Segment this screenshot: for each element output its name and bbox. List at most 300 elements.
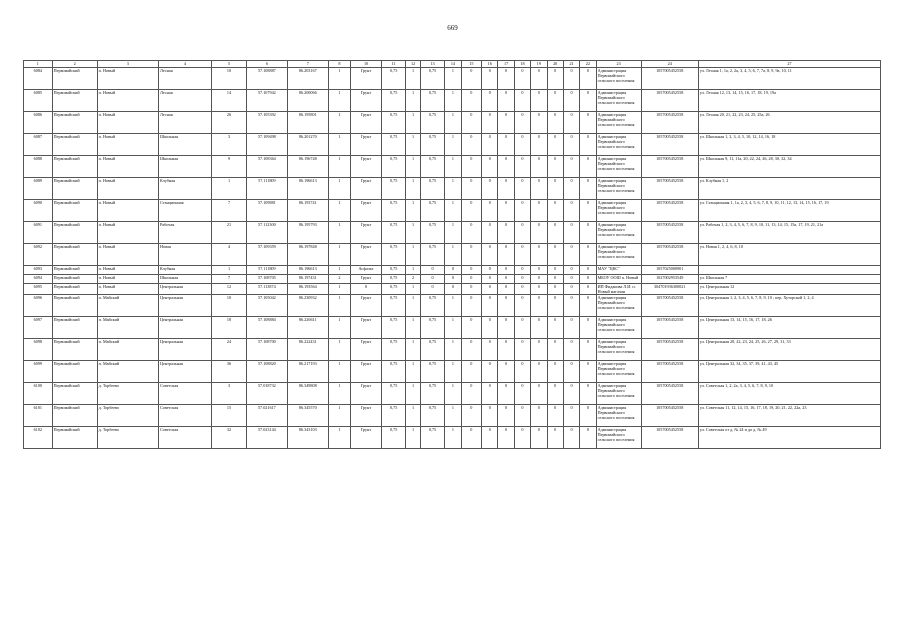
table-cell: Грунт	[351, 178, 382, 200]
table-cell: 0	[580, 266, 596, 275]
table-cell: 86.196613	[287, 266, 328, 275]
table-cell: 1	[328, 317, 350, 339]
table-cell: 0,75	[381, 266, 406, 275]
table-row	[24, 222, 881, 244]
table-cell: 57.108887	[246, 68, 287, 90]
table-cell: 0	[531, 68, 547, 90]
table-cell: Первомайский	[52, 317, 97, 339]
table-cell: Первомайский	[52, 222, 97, 244]
table-cell: 0	[461, 383, 481, 405]
table-cell: 0	[580, 156, 596, 178]
table-cell: Первомайский	[52, 284, 97, 295]
table-cell: 0	[563, 90, 579, 112]
table-cell: 1	[406, 266, 420, 275]
table-cell: п. Новый	[97, 156, 158, 178]
table-cell: 0	[482, 275, 498, 284]
table-cell: 0	[461, 284, 481, 295]
table-cell: Грунт	[351, 90, 382, 112]
table-cell: Станционная	[158, 200, 211, 222]
table-cell: 0	[420, 266, 445, 275]
column-header: 10	[351, 61, 382, 68]
table-cell: 6086	[24, 112, 53, 134]
table-cell: Центральная	[158, 317, 211, 339]
table-cell: 1057005452558	[641, 317, 698, 339]
table-cell: 1	[328, 284, 350, 295]
table-cell: 0	[563, 427, 579, 449]
table-row	[24, 200, 881, 222]
table-cell: 0	[547, 90, 563, 112]
table-cell: 0,75	[381, 222, 406, 244]
table-cell: ул. Школьная 7	[698, 275, 880, 284]
table-cell: 0,75	[420, 244, 445, 266]
table-cell: ул. Центральная 32, 34, 35, 37, 39, 41, 43, 45	[698, 361, 880, 383]
table-cell: 57.111809	[246, 178, 287, 200]
table-cell: 2	[328, 275, 350, 284]
table-cell: Первомайский	[52, 112, 97, 134]
table-cell: Центральная	[158, 339, 211, 361]
table-cell: 0	[461, 134, 481, 156]
table-cell: 0	[498, 68, 514, 90]
table-cell: Школьная	[158, 275, 211, 284]
table-cell: Грунт	[351, 112, 382, 134]
table-cell: 0,75	[381, 405, 406, 427]
column-header: 13	[420, 61, 445, 68]
table-cell: 0	[498, 90, 514, 112]
table-cell: 1	[445, 244, 461, 266]
table-cell: 0	[482, 317, 498, 339]
column-header: 5	[212, 61, 247, 68]
table-row	[24, 112, 881, 134]
table-cell: 0	[531, 427, 547, 449]
table-cell: 0,75	[381, 284, 406, 295]
column-header: 16	[482, 61, 498, 68]
table-cell: Администрация Первомайского сельского поселения	[596, 156, 641, 178]
table-cell: 0	[580, 361, 596, 383]
table-cell: Первомайский	[52, 156, 97, 178]
table-cell: 0	[498, 275, 514, 284]
table-row	[24, 275, 881, 284]
table-cell: п. Новый	[97, 90, 158, 112]
column-header: 19	[531, 61, 547, 68]
table-cell: 86.195801	[287, 112, 328, 134]
table-cell: 304701936300021	[641, 284, 698, 295]
table-cell: 0,75	[381, 339, 406, 361]
table-cell: 6096	[24, 295, 53, 317]
table-cell: 15	[212, 405, 247, 427]
table-cell: 0	[580, 383, 596, 405]
table-cell: 0,75	[420, 90, 445, 112]
table-cell: 0	[580, 427, 596, 449]
table-cell: Грунт	[351, 244, 382, 266]
table-cell: Клубная	[158, 178, 211, 200]
table-cell: 0	[531, 317, 547, 339]
column-header: 14	[445, 61, 461, 68]
table-cell: 0	[498, 361, 514, 383]
table-cell: 0	[563, 112, 579, 134]
table-cell: 0	[563, 178, 579, 200]
table-cell: Советская	[158, 383, 211, 405]
table-cell: 1	[445, 317, 461, 339]
table-cell: 1057025000901	[641, 266, 698, 275]
table-cell: 0	[445, 275, 461, 284]
table-cell: 12	[212, 284, 247, 295]
table-cell: 0,75	[381, 317, 406, 339]
table-cell: 0	[514, 90, 530, 112]
table-cell: 57.109881	[246, 200, 287, 222]
table-cell: 32	[212, 427, 247, 449]
table-cell: 1027002953549	[641, 275, 698, 284]
table-cell: 57.023144	[246, 427, 287, 449]
table-cell: п. Майский	[97, 295, 158, 317]
table-cell: 0	[461, 295, 481, 317]
table-cell: 0,75	[381, 90, 406, 112]
table-cell: 0	[563, 284, 579, 295]
table-row	[24, 427, 881, 449]
table-cell: п. Новый	[97, 200, 158, 222]
table-cell: 1057005452558	[641, 222, 698, 244]
table-cell: 0	[547, 427, 563, 449]
table-cell: Новая	[158, 244, 211, 266]
table-cell: 1	[328, 112, 350, 134]
table-cell: Грунт	[351, 361, 382, 383]
table-cell: 57.105042	[246, 295, 287, 317]
table-cell: 6090	[24, 200, 53, 222]
column-header: 21	[563, 61, 579, 68]
table-cell: 1	[212, 178, 247, 200]
table-cell	[698, 266, 880, 275]
table-cell: Первомайский	[52, 266, 97, 275]
table-cell: Первомайский	[52, 200, 97, 222]
table-cell: 0	[498, 200, 514, 222]
table-cell: 0	[514, 383, 530, 405]
table-cell: 57.021617	[246, 405, 287, 427]
table-cell: Администрация Первомайского сельского поселения	[596, 295, 641, 317]
table-cell: 0	[563, 361, 579, 383]
table-cell: 0	[531, 222, 547, 244]
table-cell: Лесная	[158, 90, 211, 112]
table-cell: 0	[498, 266, 514, 275]
table-cell: Первомайский	[52, 90, 97, 112]
table-cell: 6102	[24, 427, 53, 449]
table-cell: 1	[445, 339, 461, 361]
table-cell: 0	[531, 156, 547, 178]
table-cell: Администрация Первомайского сельского поселения	[596, 383, 641, 405]
table-cell: 0,75	[420, 295, 445, 317]
table-cell: Советская	[158, 427, 211, 449]
table-cell: 0	[482, 284, 498, 295]
table-cell: д. Торбеево	[97, 427, 158, 449]
table-cell: 0	[461, 156, 481, 178]
table-cell: 0	[514, 134, 530, 156]
table-cell: 6088	[24, 156, 53, 178]
table-cell: 1	[406, 361, 420, 383]
table-cell: 1	[445, 200, 461, 222]
table-cell: 0,75	[420, 178, 445, 200]
table-cell: 86.197431	[287, 275, 328, 284]
table-cell: 6089	[24, 178, 53, 200]
table-cell: 0	[547, 295, 563, 317]
table-cell: 1	[328, 427, 350, 449]
table-cell: 57.113874	[246, 284, 287, 295]
table-cell: 0	[547, 156, 563, 178]
table-cell: Администрация Первомайского сельского поселения	[596, 339, 641, 361]
table-cell: 6087	[24, 134, 53, 156]
table-cell: Первомайский	[52, 339, 97, 361]
table-cell: п. Новый	[97, 222, 158, 244]
table-cell: п. Майский	[97, 361, 158, 383]
table-cell: Рабочая	[158, 222, 211, 244]
table-row	[24, 339, 881, 361]
table-cell: 6099	[24, 361, 53, 383]
table-cell: 0	[482, 156, 498, 178]
table-cell: 0	[498, 427, 514, 449]
table-cell: 0	[482, 68, 498, 90]
table-cell: ул. Лесная 20, 21, 22, 23, 24, 25, 25а, 26	[698, 112, 880, 134]
table-cell: 1	[445, 178, 461, 200]
table-cell: 0	[482, 200, 498, 222]
table-cell: 0	[482, 427, 498, 449]
table-cell: 0	[445, 284, 461, 295]
table-cell: 1057005452558	[641, 295, 698, 317]
table-row	[24, 295, 881, 317]
table-cell: 0	[514, 156, 530, 178]
table-cell: 1	[406, 383, 420, 405]
table-cell: 1	[328, 200, 350, 222]
table-cell: Первомайский	[52, 405, 97, 427]
table-cell: Лесная	[158, 112, 211, 134]
table-cell: 57.105392	[246, 112, 287, 134]
table-cell: 0	[563, 134, 579, 156]
table-cell: 0	[482, 266, 498, 275]
table-cell: 3	[212, 383, 247, 405]
table-cell: 1	[406, 295, 420, 317]
table-cell: 0,75	[381, 178, 406, 200]
column-header: 8	[328, 61, 350, 68]
table-cell: Центральная	[158, 284, 211, 295]
table-cell: 0,75	[420, 134, 445, 156]
table-cell: 0	[514, 339, 530, 361]
table-cell: Грунт	[351, 156, 382, 178]
table-cell: Грунт	[351, 200, 382, 222]
table-cell: 0	[547, 200, 563, 222]
registry-table	[23, 60, 881, 449]
table-cell: 0	[498, 178, 514, 200]
table-cell: 0	[580, 244, 596, 266]
column-header: 11	[381, 61, 406, 68]
table-cell: 0	[531, 244, 547, 266]
table-cell: 57.112300	[246, 222, 287, 244]
table-cell: 0	[461, 178, 481, 200]
table-cell: 6101	[24, 405, 53, 427]
table-cell: 0	[531, 90, 547, 112]
table-cell: 1	[328, 156, 350, 178]
table-cell: 0,75	[420, 200, 445, 222]
table-cell: 0	[482, 134, 498, 156]
table-cell: 0,75	[381, 200, 406, 222]
table-cell: Первомайский	[52, 383, 97, 405]
table-cell: Грунт	[351, 317, 382, 339]
table-row	[24, 405, 881, 427]
table-cell: 0	[547, 244, 563, 266]
table-cell: 0,75	[420, 405, 445, 427]
table-cell: п. Новый	[97, 112, 158, 134]
table-cell: 0	[482, 361, 498, 383]
table-cell: 0	[547, 134, 563, 156]
page-number: 669	[447, 24, 458, 32]
table-cell: Администрация Первомайского сельского поселения	[596, 68, 641, 90]
table-cell: 0,75	[381, 295, 406, 317]
table-header-row	[24, 61, 881, 68]
column-header: 24	[641, 61, 698, 68]
table-cell: 0	[482, 244, 498, 266]
table-cell: 1057005452558	[641, 244, 698, 266]
table-cell: 1	[406, 134, 420, 156]
table-cell: Администрация Первомайского сельского поселения	[596, 361, 641, 383]
table-cell: 0	[420, 284, 445, 295]
table-cell: Центральная	[158, 295, 211, 317]
table-cell: 0	[547, 317, 563, 339]
table-cell: 1057005452558	[641, 405, 698, 427]
table-cell: ул. Советская 11, 12, 14, 15, 16, 17, 18, 19, 20, 21, 22, 22а, 23	[698, 405, 880, 427]
table-cell: 1	[406, 317, 420, 339]
table-cell: ул. Лесная 12, 13, 14, 15, 16, 17, 18, 19, 19а	[698, 90, 880, 112]
table-cell: п. Новый	[97, 244, 158, 266]
table-cell: 1	[406, 405, 420, 427]
table-cell: 6094	[24, 275, 53, 284]
table-cell: 3	[212, 134, 247, 156]
table-cell: ул. Центральная 20, 22, 23, 24, 25, 26, 27, 29, 31, 33	[698, 339, 880, 361]
table-cell: 1057005452558	[641, 178, 698, 200]
table-cell: 1	[406, 68, 420, 90]
column-header: 6	[246, 61, 287, 68]
table-cell: 6092	[24, 244, 53, 266]
table-cell: 1	[406, 156, 420, 178]
column-header: 3	[97, 61, 158, 68]
table-cell: 0	[514, 427, 530, 449]
table-cell: Администрация Первомайского сельского поселения	[596, 222, 641, 244]
table-cell: 57.108884	[246, 317, 287, 339]
table-cell: Администрация Первомайского сельского поселения	[596, 200, 641, 222]
table-cell: 7	[212, 200, 247, 222]
table-cell: 0	[498, 222, 514, 244]
table-cell: 57.109498	[246, 134, 287, 156]
table-cell: 0	[531, 284, 547, 295]
table-cell: 0,75	[420, 222, 445, 244]
table-cell: 0	[580, 295, 596, 317]
table-cell: Центральная	[158, 361, 211, 383]
table-cell: 0	[461, 361, 481, 383]
table-cell: 0	[580, 339, 596, 361]
table-cell: 1	[406, 90, 420, 112]
table-cell: Грунт	[351, 222, 382, 244]
table-cell: 1057005452558	[641, 112, 698, 134]
table-cell: 0	[547, 339, 563, 361]
table-cell: Первомайский	[52, 427, 97, 449]
table-cell: 0	[514, 295, 530, 317]
table-cell: Школьная	[158, 134, 211, 156]
table-cell: д. Торбеево	[97, 405, 158, 427]
table-cell: 1	[328, 90, 350, 112]
table-cell: Первомайский	[52, 68, 97, 90]
table-cell: 0	[580, 275, 596, 284]
table-cell: 0,75	[381, 275, 406, 284]
table-cell: 1	[406, 200, 420, 222]
table-cell: ул. Советская от д. № 24 и до д. № 49	[698, 427, 880, 449]
table-cell: 1	[445, 112, 461, 134]
table-cell: 0	[580, 405, 596, 427]
table-cell: 6100	[24, 383, 53, 405]
table-cell: 0	[547, 178, 563, 200]
table-cell: 1	[328, 68, 350, 90]
table-cell: 36	[212, 361, 247, 383]
table-cell: 18	[212, 317, 247, 339]
table-cell: 0	[547, 275, 563, 284]
table-cell: Советская	[158, 405, 211, 427]
table-cell: 1	[445, 134, 461, 156]
table-cell: 0	[498, 134, 514, 156]
table-cell: п. Новый	[97, 68, 158, 90]
table-cell: ул. Станционная 1, 1а, 2, 3, 4, 5, 6, 7, 8, 9, 10, 11, 12, 13, 14, 15, 16, 17, 19	[698, 200, 880, 222]
table-cell: 86.197848	[287, 244, 328, 266]
table-cell: 0	[461, 427, 481, 449]
table-cell: 57.111809	[246, 266, 287, 275]
table-cell: 1	[445, 68, 461, 90]
table-cell: МБОУ ООШ п. Новый	[596, 275, 641, 284]
table-cell: 1	[445, 156, 461, 178]
table-cell: 0	[514, 317, 530, 339]
table-cell: 0	[563, 383, 579, 405]
table-cell: 1	[445, 383, 461, 405]
table-cell: 0	[482, 405, 498, 427]
table-cell: 0	[514, 275, 530, 284]
table-cell: Школьная	[158, 156, 211, 178]
table-cell: 0,75	[420, 68, 445, 90]
table-cell: 0	[461, 405, 481, 427]
table-cell: 0	[531, 178, 547, 200]
table-cell: 0	[547, 68, 563, 90]
column-header: 22	[580, 61, 596, 68]
table-cell: 0	[580, 134, 596, 156]
table-cell: 0	[514, 222, 530, 244]
table-cell: 0	[547, 266, 563, 275]
table-cell: 6091	[24, 222, 53, 244]
table-cell: 0,75	[381, 244, 406, 266]
table-cell: 86.345570	[287, 405, 328, 427]
table-cell: п. Майский	[97, 339, 158, 361]
table-cell: Грунт	[351, 275, 382, 284]
table-cell: 6097	[24, 317, 53, 339]
table-cell: Грунт	[351, 383, 382, 405]
table-cell: 0	[531, 200, 547, 222]
table-cell: 0	[461, 244, 481, 266]
table-cell: п. Новый	[97, 275, 158, 284]
table-cell: 0	[514, 244, 530, 266]
table-cell: 57.108820	[246, 361, 287, 383]
table-cell: 0,75	[420, 156, 445, 178]
table-cell: 9	[212, 156, 247, 178]
table-cell: Грунт	[351, 339, 382, 361]
table-cell: Грунт	[351, 134, 382, 156]
table-cell: 0,75	[381, 361, 406, 383]
table-cell: д. Торбеево	[97, 383, 158, 405]
table-cell: 0	[420, 275, 445, 284]
table-row	[24, 284, 881, 295]
column-header: 4	[158, 61, 211, 68]
table-cell: 0,75	[420, 427, 445, 449]
table-cell: 86.201270	[287, 134, 328, 156]
table-cell: 1	[328, 134, 350, 156]
table-cell: Администрация Первомайского сельского поселения	[596, 317, 641, 339]
